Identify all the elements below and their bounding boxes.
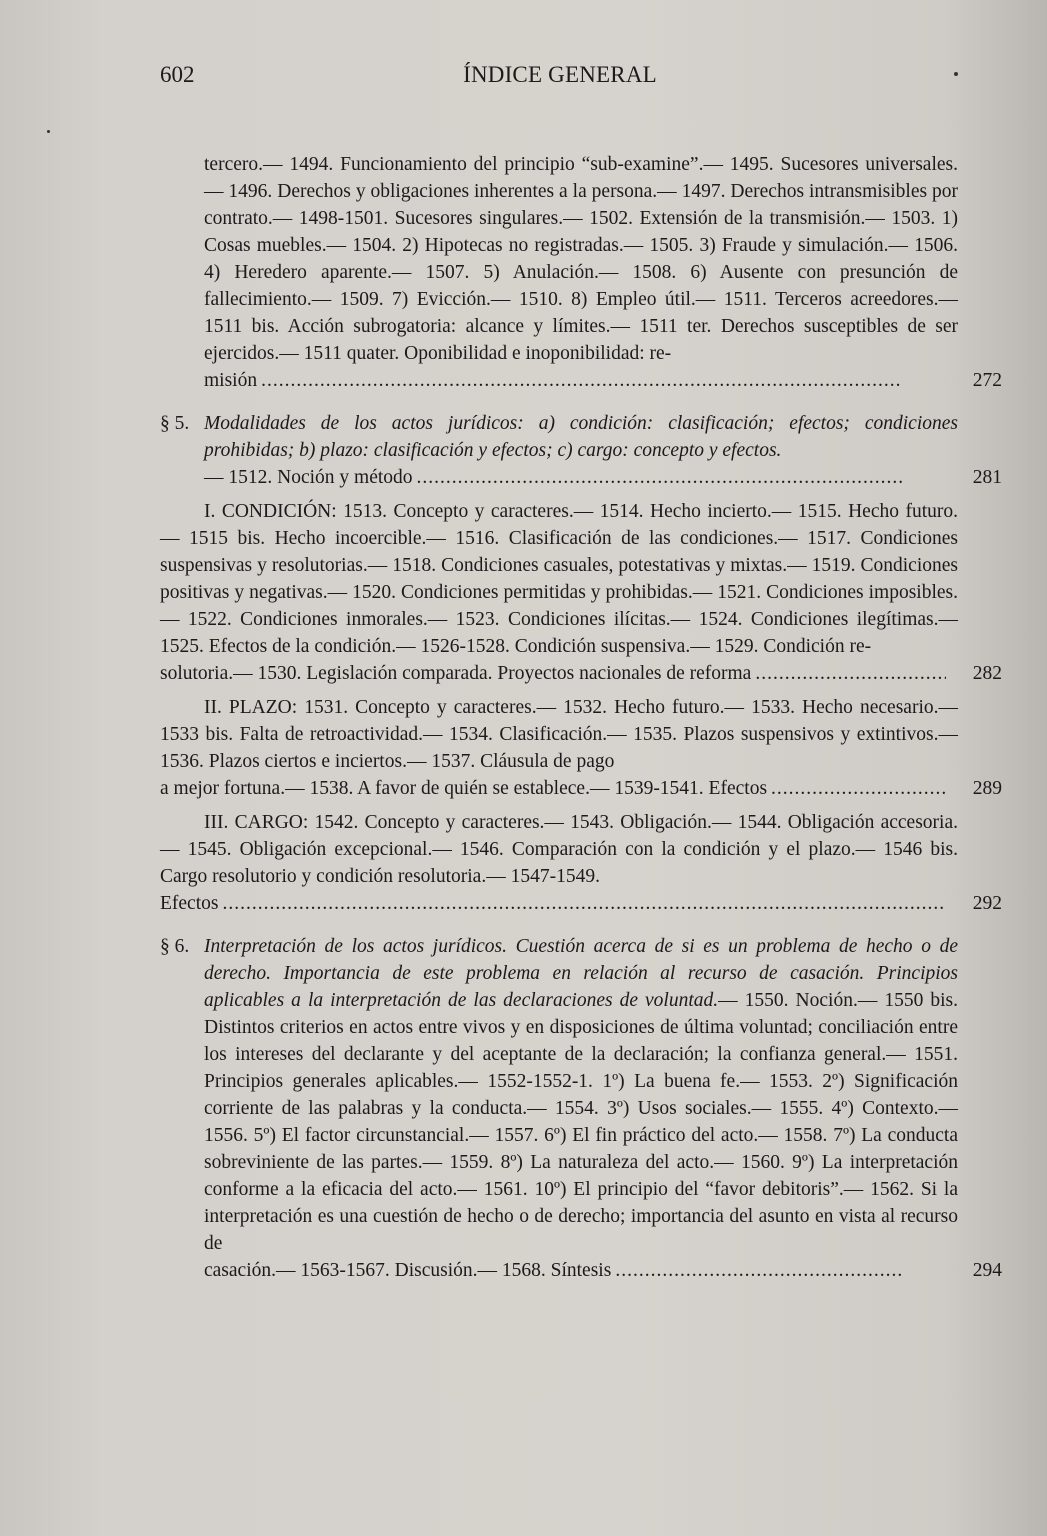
entry-last-line [204,464,1002,491]
section-number: § 6. [160,936,190,957]
page-ref: 292 [972,893,1002,914]
entry-last-line [160,660,1002,687]
entry-text: — 1550. Noción.— 1550 bis. Distintos criterios en actos entre vivos y en disposiciones de última voluntad; conciliación entre los intereses del declarante y del aceptante de la declaración; la confianza general.— 1551. Principios generales aplicables.— 1552-1552-1. 1º) La buena fe.— 1553. 2º) Significación corriente de las palabras y la conducta.— 1554. 3º) Usos sociales.— 1555. 4º) Contexto.— 1556. 5º) El factor circunstancial.— 1557. 6º) El fin práctico del acto.— 1558. 7º) La conducta sobreviniente de las partes.— 1559. 8º) La naturaleza del acto.— 1560. 9º) La interpretación conforme a la eficacia del acto.— 1561. 10º) El principio del “favor debitoris”.— 1562. Si la interpretación es una cuestión de hecho o de derecho; importancia del asunto en vista al recurso de [204,990,958,1254]
page-ref: 289 [972,778,1002,799]
entry-tail: solutoria.— 1530. Legislación comparada. Proyectos nacionales de reforma [160,663,752,684]
speck-mark [954,72,958,76]
entry-tail: casación.— 1563-1567. Discusión.— 1568. Síntesis [204,1260,612,1281]
page-ref: 282 [972,663,1002,684]
subsection-condicion [160,498,1002,687]
section-number: § 5. [160,413,190,434]
entry-tail: — 1512. Noción y método [204,467,413,488]
entry-last-line [204,1257,1002,1284]
entry-last-line [160,890,1002,917]
page-ref: 272 [972,370,1002,391]
entry-text: tercero.— 1494. Funcionamiento del principio “sub-examine”.— 1495. Sucesores universales.— 1496. Derechos y obligaciones inherentes a la persona.— 1497. Derechos intransmisibles por contrato.— 1498-1501. Sucesores singulares.— 1502. Extensión de la transmisión.— 1503. 1) Cosas muebles.— 1504. 2) Hipotecas no registradas.— 1505. 3) Fraude y simulación.— 1506. 4) Heredero aparente.— 1507. 5) Anulación.— 1508. 6) Ausente con presunción de fallecimiento.— 1509. 7) Evicción.— 1510. 8) Empleo útil.— 1511. Terceros acreedores.— 1511 bis. Acción subrogatoria: alcance y límites.— 1511 ter. Derechos susceptibles de ser ejercidos.— 1511 quater. Oponibilidad e inoponibilidad: re- [204,154,958,364]
subsection-plazo [160,694,1002,802]
entry-text: II. PLAZO: 1531. Concepto y caracteres.— 1532. Hecho futuro.— 1533. Hecho necesario.— 1533 bis. Falta de retroactividad.— 1534. Clasificación.— 1535. Plazos suspensivos y extintivos.— 1536. Plazos ciertos e inciertos.— 1537. Cláusula de pago [160,697,958,772]
running-title: ÍNDICE GENERAL [463,62,657,87]
section-5-entry [160,410,1002,491]
section-title: Interpretación de los actos jurídicos. Cuestión acerca de si es un problema de hecho o de derecho. Importancia de este problema en relación al recurso de casación. Principios aplicables a la interpretación de las declaraciones de voluntad. [204,936,958,1011]
leader-dots [222,890,946,917]
page-ref: 294 [972,1260,1002,1281]
page-number: 602 [160,62,195,87]
entry-last-line [204,367,1002,394]
entry-text: III. CARGO: 1542. Concepto y caracteres.— 1543. Obligación.— 1544. Obligación accesoria.— 1545. Obligación excepcional.— 1546. Comparación con la condición y el plazo.— 1546 bis. Cargo resolutorio y condición resolutoria.— 1547-1549. [160,812,958,887]
page-ref: 281 [972,467,1002,488]
page-header [160,62,960,94]
index-content [160,151,1002,1284]
entry-last-line [160,775,1002,802]
leader-dots [261,367,902,394]
subsection-cargo [160,809,1002,917]
entry-text: I. CONDICIÓN: 1513. Concepto y caracteres.— 1514. Hecho incierto.— 1515. Hecho futuro.— 1515 bis. Hecho incoercible.— 1516. Clasificación de las condiciones.— 1517. Condiciones suspensivas y resolutorias.— 1518. Condiciones casuales, potestativas y mixtas.— 1519. Condiciones positivas y negativas.— 1520. Condiciones permitidas y prohibidas.— 1521. Condiciones imposibles.— 1522. Condiciones inmorales.— 1523. Condiciones ilícitas.— 1524. Condiciones ilegítimas.— 1525. Efectos de la condición.— 1526-1528. Condición suspensiva.— 1529. Condición re- [160,501,958,657]
section-6-entry [160,933,1002,1284]
entry-tail: misión [204,370,258,391]
entry-tail: a mejor fortuna.— 1538. A favor de quién se establece.— 1539-1541. Efectos [160,778,768,799]
section-title: Modalidades de los actos jurídicos: a) condición: clasificación; efectos; condiciones prohibidas; b) plazo: clasificación y efectos; c) cargo: concepto y efectos. [204,413,958,461]
entry-tail: Efectos [160,893,219,914]
leader-dots [771,775,946,802]
leader-dots [755,660,946,687]
leader-dots [417,464,902,491]
speck-mark [47,130,50,133]
index-entry-continuation [160,151,1002,394]
leader-dots [615,1257,902,1284]
